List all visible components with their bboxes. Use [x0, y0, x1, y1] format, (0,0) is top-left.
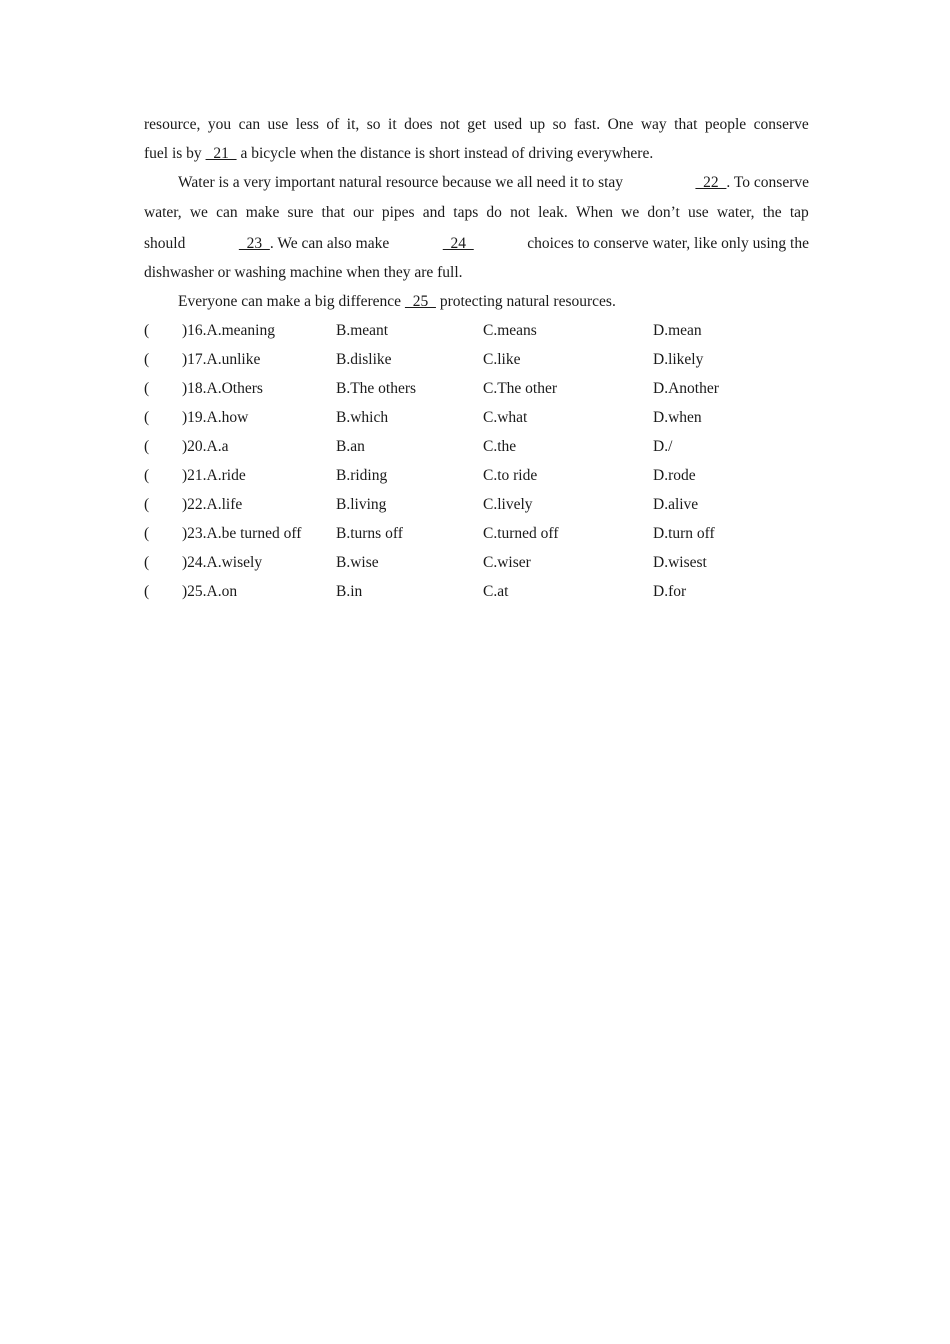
passage-text: fuel is by — [144, 145, 206, 162]
passage-text: choices to conserve water, like only using the — [527, 235, 809, 252]
line1-word: it — [388, 116, 397, 133]
question-option-c: C.turned off — [483, 525, 559, 542]
line4-word: taps — [453, 204, 479, 221]
line1-word: used — [493, 116, 523, 133]
question-option-a: )21.A.ride — [182, 467, 246, 484]
answer-paren: ( — [144, 380, 150, 397]
line4-word: use — [688, 204, 709, 221]
question-option-a: )17.A.unlike — [182, 351, 261, 368]
answer-blank-24: 24 — [442, 235, 474, 252]
question-option-d: D.mean — [653, 322, 702, 339]
answer-paren: ( — [144, 322, 150, 339]
line4-word: leak. — [538, 204, 568, 221]
line4-word: can — [216, 204, 238, 221]
question-option-b: B.meant — [336, 322, 389, 339]
line1-word: use — [267, 116, 289, 133]
line1-word: that — [674, 116, 698, 133]
line1-word: conserve — [753, 116, 809, 133]
line1-word: up — [529, 116, 546, 133]
question-option-a: )19.A.how — [182, 409, 249, 426]
passage-text: Everyone can make a big difference — [178, 293, 405, 310]
question-option-d: D.turn off — [653, 525, 715, 542]
question-option-a: )16.A.meaning — [182, 322, 275, 339]
line4-word: that — [321, 204, 345, 221]
line4-word: the — [762, 204, 782, 221]
answer-paren: ( — [144, 583, 150, 600]
question-option-c: C.at — [483, 583, 509, 600]
line1-word: fast. — [573, 116, 601, 133]
line1-word: you — [207, 116, 232, 133]
question-option-b: B.riding — [336, 467, 388, 484]
answer-paren: ( — [144, 409, 150, 426]
question-option-b: B.dislike — [336, 351, 392, 368]
line4-word: do — [486, 204, 502, 221]
answer-paren: ( — [144, 496, 150, 513]
question-option-c: C.means — [483, 322, 537, 339]
answer-blank-21: 21 — [205, 145, 237, 162]
question-option-d: D.likely — [653, 351, 704, 368]
passage-text: dishwasher or washing machine when they are full. — [144, 264, 463, 281]
answer-paren: ( — [144, 525, 150, 542]
line4-word: not — [510, 204, 530, 221]
passage-line-7 — [178, 293, 843, 311]
question-option-c: C.lively — [483, 496, 533, 513]
line1-word: so — [552, 116, 567, 133]
line4-word: our — [352, 204, 374, 221]
line1-word: can — [238, 116, 261, 133]
line4-word: make — [245, 204, 280, 221]
answer-blank-22: 22 — [695, 174, 727, 191]
question-option-a: )20.A.a — [182, 438, 229, 455]
line1-word: not — [440, 116, 460, 133]
line1-word: resource, — [144, 116, 201, 133]
line1-word: so — [366, 116, 381, 133]
question-option-d: D./ — [653, 438, 673, 455]
line4-word: water, — [144, 204, 182, 221]
passage-line-1 — [144, 116, 809, 134]
question-option-a: )23.A.be turned off — [182, 525, 302, 542]
line4-word: sure — [287, 204, 314, 221]
line4-word: don’t — [647, 204, 680, 221]
passage-text: . We can also make — [269, 235, 390, 252]
line1-word: less — [295, 116, 319, 133]
line1-word: people — [704, 116, 747, 133]
question-option-b: B.wise — [336, 554, 379, 571]
answer-blank-25: 25 — [404, 293, 436, 310]
line4-word: tap — [789, 204, 809, 221]
question-option-c: C.wiser — [483, 554, 531, 571]
question-option-a: )24.A.wisely — [182, 554, 263, 571]
line1-word: get — [467, 116, 487, 133]
question-option-c: C.the — [483, 438, 517, 455]
question-option-d: D.for — [653, 583, 687, 600]
line1-word: does — [404, 116, 433, 133]
question-option-a: )25.A.on — [182, 583, 238, 600]
question-option-d: D.when — [653, 409, 702, 426]
line1-word: of — [326, 116, 340, 133]
answer-paren: ( — [144, 438, 150, 455]
question-option-c: C.what — [483, 409, 528, 426]
passage-line-3 — [178, 174, 809, 192]
passage-text: protecting natural resources. — [435, 293, 616, 310]
line4-word: we — [621, 204, 640, 221]
line4-word: and — [422, 204, 446, 221]
passage-text: . To conserve — [726, 174, 809, 191]
passage-text: a bicycle when the distance is short instead of driving everywhere. — [236, 145, 654, 162]
question-option-b: B.which — [336, 409, 389, 426]
question-option-b: B.living — [336, 496, 387, 513]
question-option-b: B.turns off — [336, 525, 403, 542]
question-option-d: D.alive — [653, 496, 699, 513]
question-option-b: B.an — [336, 438, 365, 455]
question-option-c: C.to ride — [483, 467, 538, 484]
passage-line-5 — [144, 235, 809, 253]
question-option-c: C.The other — [483, 380, 558, 397]
question-option-c: C.like — [483, 351, 521, 368]
line1-word: way — [640, 116, 667, 133]
passage-line-4 — [144, 204, 809, 222]
passage-text: Water is a very important natural resource because we all need it to stay — [178, 174, 624, 191]
passage-text: should — [144, 235, 186, 252]
passage-line-6 — [144, 264, 809, 282]
line1-word: One — [607, 116, 634, 133]
answer-paren: ( — [144, 467, 150, 484]
question-option-d: D.Another — [653, 380, 719, 397]
question-option-a: )22.A.life — [182, 496, 243, 513]
answer-paren: ( — [144, 554, 150, 571]
line1-word: it, — [346, 116, 360, 133]
question-option-d: D.wisest — [653, 554, 707, 571]
line4-word: water, — [716, 204, 755, 221]
line4-word: we — [189, 204, 208, 221]
question-option-b: B.The others — [336, 380, 417, 397]
answer-blank-23: 23 — [238, 235, 270, 252]
line4-word: When — [575, 204, 613, 221]
answer-paren: ( — [144, 351, 150, 368]
question-option-b: B.in — [336, 583, 363, 600]
question-option-a: )18.A.Others — [182, 380, 263, 397]
question-option-d: D.rode — [653, 467, 696, 484]
passage-line-2 — [144, 145, 809, 163]
line4-word: pipes — [381, 204, 415, 221]
